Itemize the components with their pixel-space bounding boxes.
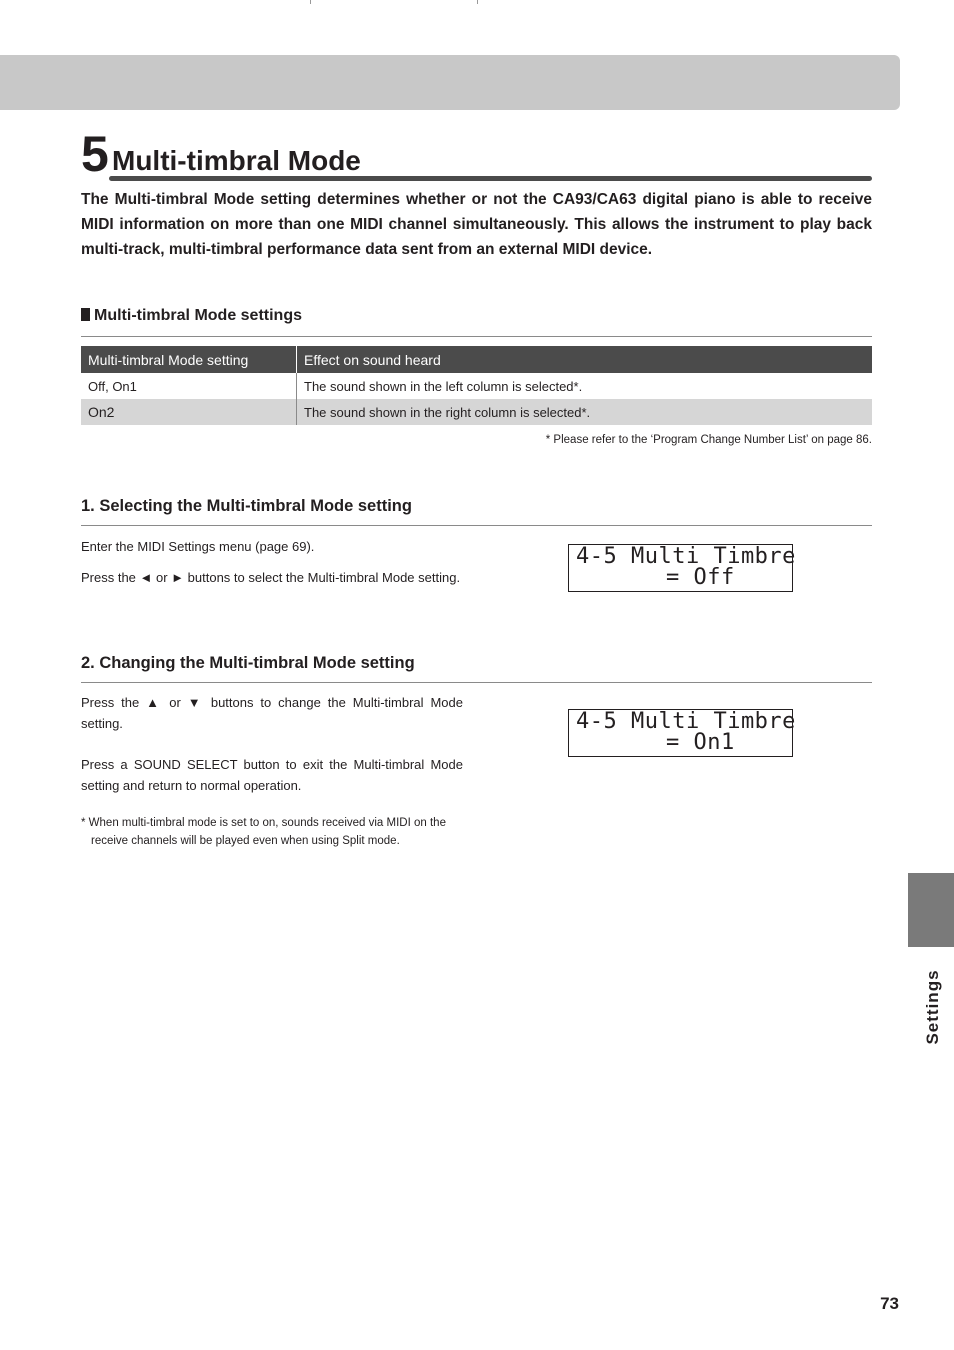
section-tab — [908, 873, 954, 947]
intro-paragraph: The Multi-timbral Mode setting determines whether or not the CA93/CA63 digital piano is able to receive MIDI information on more than one MIDI channel simultaneously. This allows the instrument to play back multi-track, multi-timbral performance data sent from an external MIDI device. — [81, 191, 872, 258]
page-number: 73 — [880, 1294, 899, 1313]
table-cell: Off, On1 — [81, 373, 297, 399]
step2-heading: 2. Changing the Multi-timbral Mode setting — [81, 654, 415, 672]
table-cell: On2 — [81, 399, 297, 425]
table-footnote: * Please refer to the ‘Program Change Number List’ on page 86. — [545, 434, 872, 446]
header-band — [0, 55, 900, 110]
settings-heading-text: Multi-timbral Mode settings — [94, 307, 302, 324]
column-header: Effect on sound heard — [297, 346, 873, 373]
lcd-display — [568, 544, 796, 592]
divider — [81, 525, 872, 526]
step1-heading: 1. Selecting the Multi-timbral Mode setting — [81, 497, 412, 515]
chapter-header — [81, 126, 873, 182]
section-tab-label: Settings — [923, 969, 942, 1045]
lcd-line: = On1 — [666, 730, 735, 755]
lcd-line: 4-5 Multi Timbre — [576, 544, 796, 569]
table-header-row — [81, 346, 872, 373]
note-line: * When multi-timbral mode is set to on, sounds received via MIDI on the — [81, 817, 446, 829]
step1-instruction: Enter the MIDI Settings menu (page 69). — [81, 539, 315, 554]
chapter-number: 5 — [81, 126, 109, 182]
chapter-underline — [109, 176, 872, 181]
step2-instruction: Press a SOUND SELECT button to exit the Multi-timbral Mode setting and return to normal operation. — [81, 757, 463, 793]
step2-instruction: Press the ▲ or ▼ buttons to change the Multi-timbral Mode setting. — [81, 695, 463, 731]
divider — [81, 682, 872, 683]
table-row — [81, 373, 872, 399]
step2-note — [81, 814, 471, 850]
step1-instruction: Press the ◄ or ► buttons to select the Multi-timbral Mode setting. — [81, 570, 461, 585]
lcd-display — [568, 709, 796, 757]
settings-heading — [81, 305, 302, 327]
table-cell: The sound shown in the left column is selected*. — [304, 378, 583, 394]
divider — [81, 336, 872, 337]
note-line: receive channels will be played even when using Split mode. — [91, 835, 400, 847]
lcd-line: 4-5 Multi Timbre — [576, 709, 796, 734]
square-bullet-icon — [81, 308, 90, 321]
chapter-title: Multi-timbral Mode — [112, 145, 361, 176]
column-header: Multi-timbral Mode setting — [81, 346, 297, 373]
settings-table — [81, 346, 872, 425]
table-row — [81, 399, 872, 425]
lcd-line: = Off — [666, 565, 735, 590]
table-cell: The sound shown in the right column is selected*. — [297, 399, 873, 425]
crop-mark-left — [310, 0, 311, 4]
crop-mark-right — [477, 0, 478, 4]
